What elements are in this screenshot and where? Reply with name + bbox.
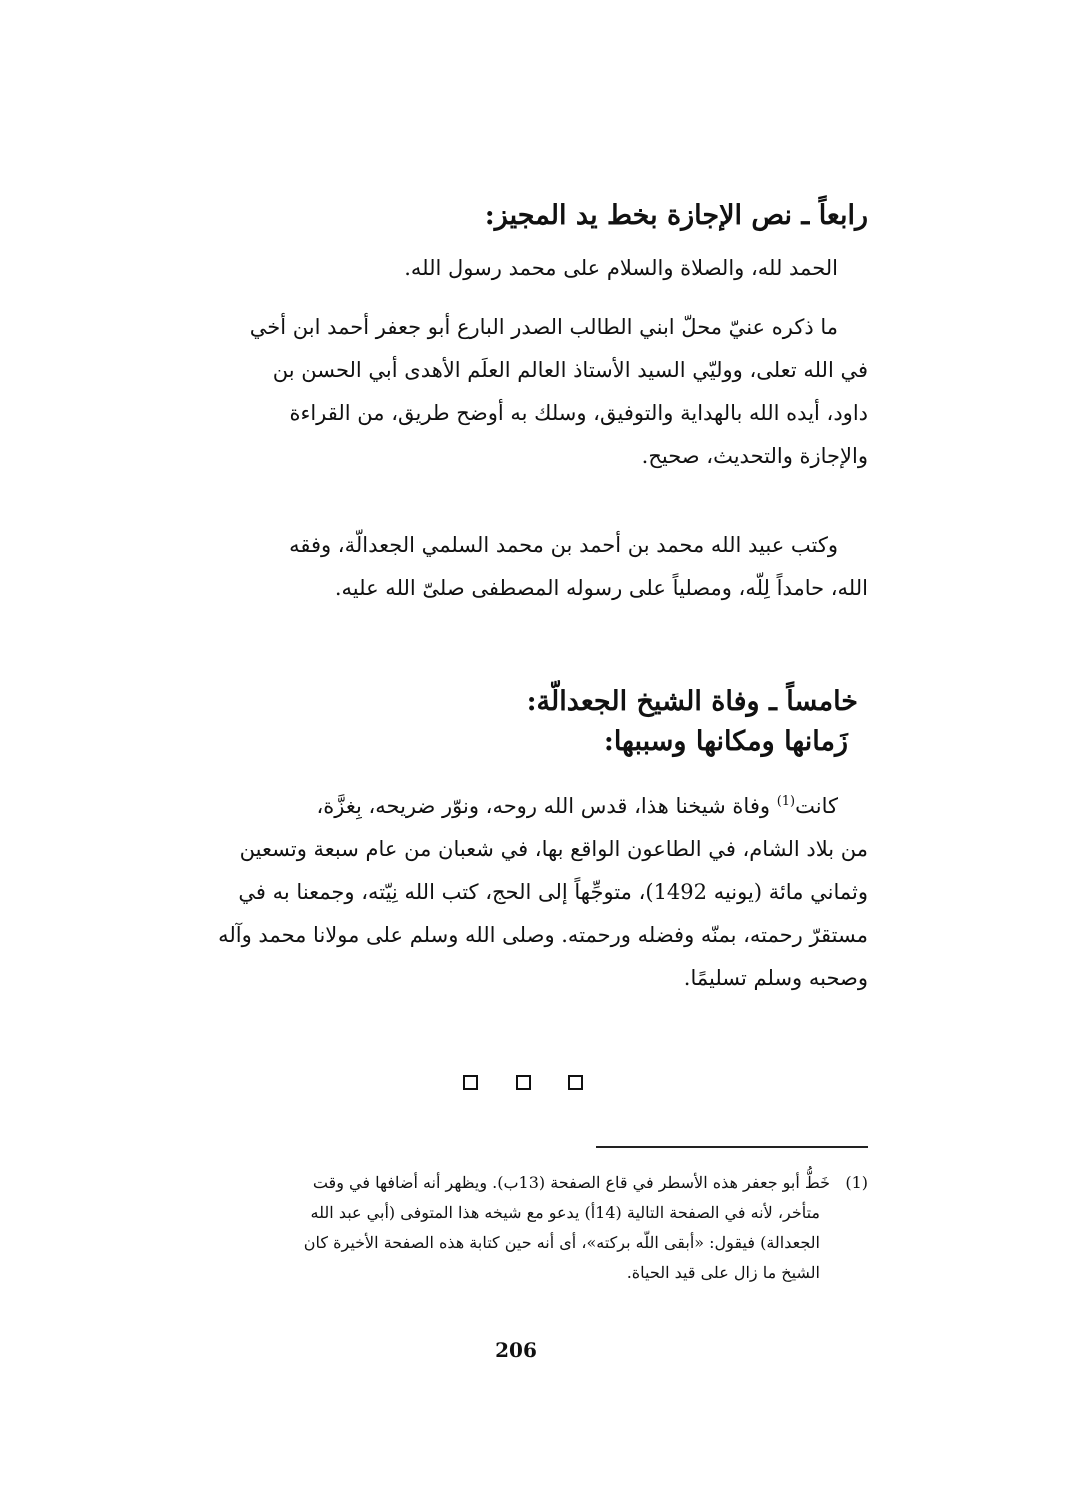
paragraph-line-rest: وفاة شيخنا هذا، قدس الله روحه، ونوّر ضريحه، بِغزَّة،	[316, 794, 770, 818]
square-ornament-icon	[463, 1075, 478, 1090]
paragraph-line: وكتب عبيد الله محمد بن أحمد بن محمد السلمي الجعدالّة، وفقه	[289, 533, 838, 557]
section-heading-5	[168, 682, 868, 762]
footnote-line: خَطُّ أبو جعفر هذه الأسطر في قاع الصفحة (13ب). ويظهر أنه أضافها في وقت	[312, 1173, 830, 1192]
square-ornament-icon	[516, 1075, 531, 1090]
ijaza-text-paragraph	[168, 306, 868, 478]
footnote-line: الجعدالة) فيقول: «أبقى اللّه بركته»، أى أنه حين كتابة هذه الصفحة الأخيرة كان	[303, 1233, 820, 1252]
footnote-line: متأخر، لأنه في الصفحة التالية (14أ) يدعو مع شيخه هذا المتوفى (أبي عبد الله	[310, 1203, 820, 1222]
paragraph-line: ما ذكره عنيّ محلّ ابني الطالب الصدر البارع أبو جعفر أحمد ابن أخي	[249, 315, 838, 339]
footnote-body	[168, 1198, 820, 1288]
paragraph-line: وصحبه وسلم تسليمًا.	[683, 966, 868, 990]
paragraph-line: وثماني مائة (يونيه 1492)، متوجِّهاً إلى الحج، كتب الله نِيّته، وجمعنا به في	[238, 880, 868, 904]
section-heading-4: رابعاً ـ نص الإجازة بخط يد المجيز:	[484, 200, 868, 231]
section-end-ornament	[463, 1071, 583, 1093]
page-number: 206	[495, 1338, 537, 1362]
death-paragraph	[168, 785, 868, 1000]
paragraph-start-word: كانت	[795, 794, 838, 818]
square-ornament-icon	[568, 1075, 583, 1090]
signature-paragraph	[168, 524, 868, 610]
paragraph-line: مستقرّ رحمته، بمنّه وفضله ورحمته. وصلى الله وسلم على مولانا محمد وآله	[218, 923, 868, 947]
footnote	[168, 1168, 868, 1288]
footnote-number: (1)	[845, 1173, 868, 1192]
footnote-separator	[596, 1146, 868, 1148]
footnote-first-line	[168, 1168, 868, 1198]
opening-praise-line: الحمد لله، والصلاة والسلام على محمد رسول الله.	[404, 256, 838, 280]
paragraph-line	[168, 785, 868, 828]
footnote-line: الشيخ ما زال على قيد الحياة.	[626, 1263, 820, 1282]
paragraph-line: الله، حامداً لِلّه، ومصلياً على رسوله المصطفى صلىّ الله عليه.	[334, 576, 868, 600]
paragraph-line: داود، أيده الله بالهداية والتوفيق، وسلك به أوضح طريق، من القراءة	[289, 401, 868, 425]
section-heading-line-2: زَمانها ومكانها وسببها:	[603, 726, 848, 757]
paragraph-line: والإجازة والتحديث، صحيح.	[641, 444, 868, 468]
footnote-reference[interactable]: (1)	[776, 794, 796, 809]
paragraph-line: من بلاد الشام، في الطاعون الواقع بها، في شعبان من عام سبعة وتسعين	[239, 837, 868, 861]
section-heading-line-1: خامساً ـ وفاة الشيخ الجعدالّة:	[526, 686, 858, 717]
paragraph-line: في الله تعلى، ووليّي السيد الأستاذ العالم العلَم الأهدى أبي الحسن بن	[272, 358, 868, 382]
